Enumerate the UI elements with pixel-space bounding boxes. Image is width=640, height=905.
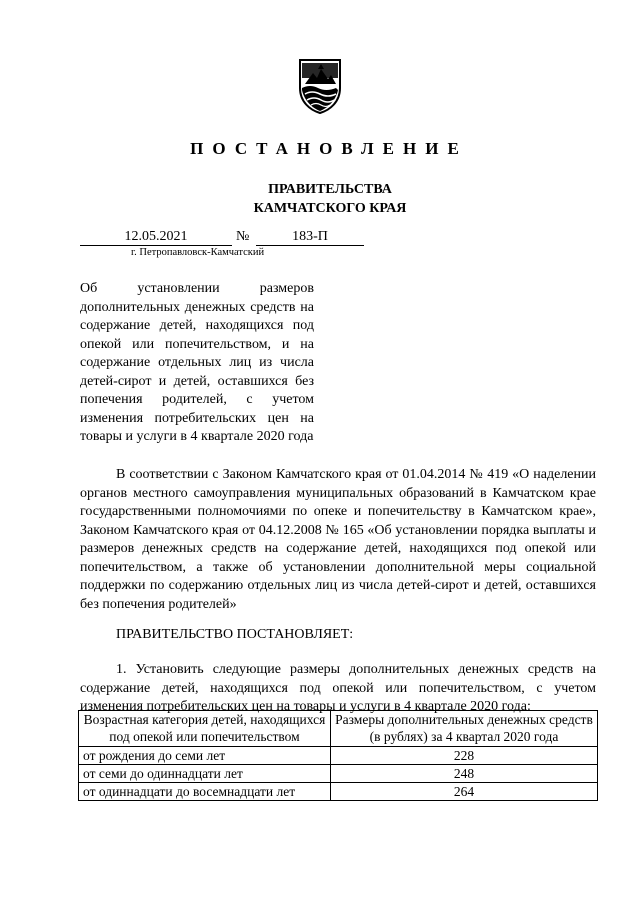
table-row [79, 765, 598, 783]
amount-cell: 228 [331, 747, 598, 765]
document-number: 183-П [256, 228, 364, 246]
category-cell: от семи до одиннадцати лет [79, 765, 331, 783]
table-header-row [79, 711, 598, 747]
column-header-category: Возрастная категория детей, находящихся под опекой или попечительством [79, 711, 331, 747]
category-cell: от рождения до семи лет [79, 747, 331, 765]
decree-statement: ПРАВИТЕЛЬСТВО ПОСТАНОВЛЯЕТ: [116, 627, 354, 642]
document-city: г. Петропавловск-Камчатский [131, 247, 265, 258]
document-date: 12.05.2021 [80, 228, 232, 246]
table-row [79, 783, 598, 801]
category-cell: от одиннадцати до восемнадцати лет [79, 783, 331, 801]
item-1-paragraph: 1. Установить следующие размеры дополнительных денежных средств на содержание детей, находящихся под опекой или попечительством, с учетом изменения потребительских цен на товары и услуги в 4 квартале 2020 года: [80, 662, 596, 714]
amount-cell: 248 [331, 765, 598, 783]
kamchatka-coat-of-arms-icon [296, 58, 344, 114]
number-sign: № [236, 229, 250, 244]
column-header-amount: Размеры дополнительных денежных средств (в рублях) за 4 квартал 2020 года [331, 711, 598, 747]
rates-table [78, 710, 598, 801]
authority-line-1: ПРАВИТЕЛЬСТВА [268, 182, 392, 197]
table-row [79, 747, 598, 765]
document-title: ПОСТАНОВЛЕНИЕ [190, 139, 468, 158]
document-subject: Об установлении размеров дополнительных денежных средств на содержание детей, находящихся под опекой или попечительством, и на содержание отдельных лиц из числа детей-сирот и детей, оставшихся без попечения родителей, с учетом изменения потребительских цен на товары и услуги в 4 квартале 2020 года [80, 281, 314, 444]
preamble-paragraph: В соответствии с Законом Камчатского края от 01.04.2014 № 419 «О наделении органов местного самоуправления муниципальных образований в Камчатском крае государственными полномочиями по опеке и попечительству в Камчатском крае», Законом Камчатского края от 04.12.2008 № 165 «Об установлении порядка выплаты и размеров денежных средств на содержание детей, находящихся под опекой или попечительством, а также об установлении дополнительной меры социальной поддержки по содержанию отдельных лиц из числа детей-сирот и детей, оставшихся без попечения родителей» [80, 467, 596, 612]
authority-line-2: КАМЧАТСКОГО КРАЯ [253, 201, 407, 216]
issuing-authority [0, 180, 640, 218]
amount-cell: 264 [331, 783, 598, 801]
